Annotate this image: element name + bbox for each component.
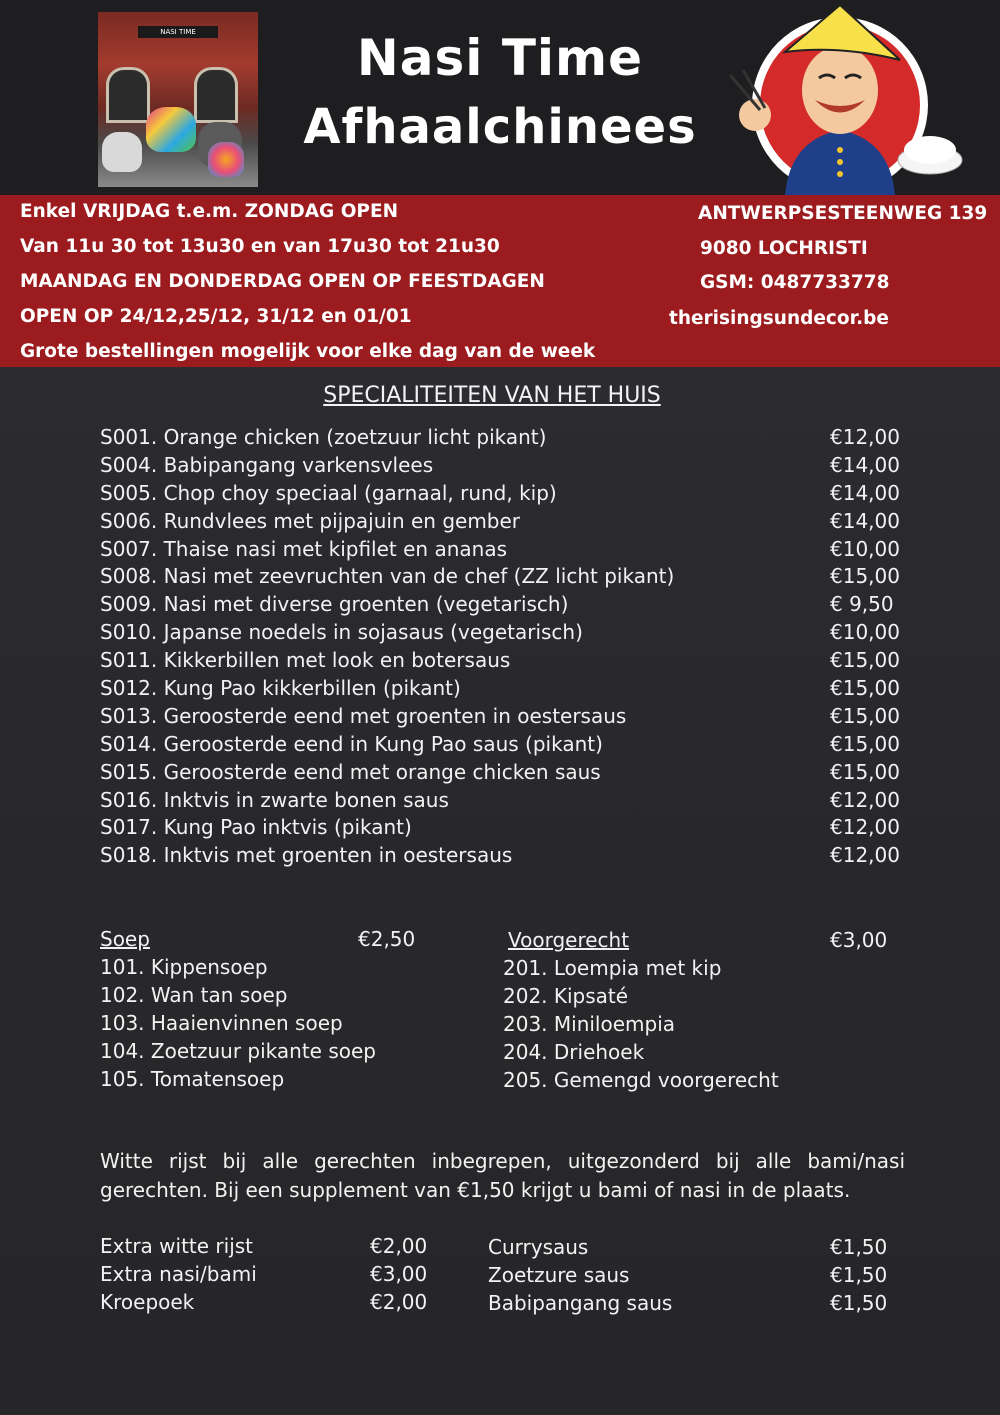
statue-white <box>102 132 142 172</box>
soup-item: 101. Kippensoep <box>100 955 268 979</box>
specialty-row <box>100 814 900 842</box>
address-street: ANTWERPSESTEENWEG 139 <box>698 203 988 224</box>
soup-item: 103. Haaienvinnen soep <box>100 1011 343 1035</box>
photo-window <box>194 67 238 123</box>
starter-item: 201. Loempia met kip <box>503 956 722 980</box>
chef-mascot-icon <box>715 0 965 195</box>
specialty-name: S005. Chop choy speciaal (garnaal, rund, kip) <box>100 480 557 505</box>
extra-name: Extra witte rijst <box>100 1234 254 1258</box>
sauce-price: €1,50 <box>830 1263 888 1287</box>
specialty-name: S004. Babipangang varkensvlees <box>100 452 434 477</box>
address-city: 9080 LOCHRISTI <box>700 238 868 259</box>
phone-number: GSM: 0487733778 <box>700 272 890 293</box>
specialty-name: S014. Geroosterde eend in Kung Pao saus (pikant) <box>100 731 603 756</box>
opening-hours: Van 11u 30 tot 13u30 en van 17u30 tot 21u30 <box>20 236 500 257</box>
restaurant-title <box>290 28 710 166</box>
soup-price: €2,50 <box>358 927 416 951</box>
soup-heading: Soep <box>100 927 150 951</box>
sauce-price: €1,50 <box>830 1291 888 1315</box>
extra-name: Kroepoek <box>100 1290 195 1314</box>
specialty-price: €12,00 <box>830 815 900 840</box>
title-line-2: Afhaalchinees <box>303 99 697 155</box>
specialty-name: S006. Rundvlees met pijpajuin en gember <box>100 508 521 533</box>
extra-price: €2,00 <box>370 1290 428 1314</box>
specialties-list <box>100 424 900 870</box>
starters-section <box>503 926 893 1094</box>
specialty-row <box>100 619 900 647</box>
holiday-note: MAANDAG EN DONDERDAG OPEN OP FEESTDAGEN <box>20 271 545 292</box>
specialty-row <box>100 424 900 452</box>
starter-item: 202. Kipsaté <box>503 984 629 1008</box>
starter-item: 203. Miniloempia <box>503 1012 676 1036</box>
specialty-name: S012. Kung Pao kikkerbillen (pikant) <box>100 676 461 701</box>
specialty-price: €12,00 <box>830 843 900 868</box>
soup-item: 102. Wan tan soep <box>100 983 288 1007</box>
specialty-name: S011. Kikkerbillen met look en botersaus <box>100 648 511 673</box>
extras-left-prices <box>370 1232 427 1316</box>
specialty-price: €15,00 <box>830 703 900 728</box>
soup-item: 105. Tomatensoep <box>100 1067 285 1091</box>
special-dates: OPEN OP 24/12,25/12, 31/12 en 01/01 <box>20 306 412 327</box>
info-band <box>0 195 1000 367</box>
specialty-price: €12,00 <box>830 425 900 449</box>
sauce-name: Zoetzure saus <box>488 1263 630 1287</box>
specialty-price: €15,00 <box>830 731 900 756</box>
extra-price: €3,00 <box>370 1262 428 1286</box>
specialty-name: S009. Nasi met diverse groenten (vegetarisch) <box>100 592 569 617</box>
header <box>0 0 1000 195</box>
statue-dog-small <box>208 142 244 177</box>
title-line-1: Nasi Time <box>356 29 644 87</box>
specialty-row <box>100 675 900 703</box>
specialty-row <box>100 842 900 870</box>
soup-item: 104. Zoetzuur pikante soep <box>100 1039 376 1063</box>
specialty-price: €10,00 <box>830 536 900 561</box>
sauce-name: Currysaus <box>488 1235 589 1259</box>
specialty-row <box>100 563 900 591</box>
photo-sign: NASI TIME <box>138 26 218 38</box>
specialty-name: S018. Inktvis met groenten in oestersaus <box>100 843 513 868</box>
extra-name: Extra nasi/bami <box>100 1262 257 1286</box>
specialty-price: € 9,50 <box>830 592 894 617</box>
specialty-row <box>100 508 900 536</box>
specialty-row <box>100 703 900 731</box>
specialties-title: SPECIALITEITEN VAN HET HUIS <box>323 383 661 408</box>
photo-window <box>106 67 150 123</box>
specialty-price: €14,00 <box>830 480 900 505</box>
specialty-row <box>100 452 900 480</box>
specialty-name: S007. Thaise nasi met kipfilet en ananas <box>100 536 507 561</box>
starters-heading: Voorgerecht <box>508 928 630 952</box>
starter-item: 204. Driehoek <box>503 1040 645 1064</box>
specialty-row <box>100 536 900 564</box>
sauce-price: €1,50 <box>830 1235 888 1259</box>
specialty-row <box>100 787 900 815</box>
specialty-price: €10,00 <box>830 620 900 645</box>
extras-left <box>100 1232 257 1316</box>
starters-price: €3,00 <box>830 928 888 952</box>
specialty-name: S016. Inktvis in zwarte bonen saus <box>100 787 449 812</box>
specialty-name: S013. Geroosterde eend met groenten in oestersaus <box>100 703 627 728</box>
specialty-name: S010. Japanse noedels in sojasaus (vegetarisch) <box>100 620 583 645</box>
specialty-row <box>100 480 900 508</box>
specialty-row <box>100 731 900 759</box>
specialty-price: €14,00 <box>830 452 900 477</box>
specialty-price: €15,00 <box>830 759 900 784</box>
specialty-price: €12,00 <box>830 787 900 812</box>
specialty-price: €15,00 <box>830 648 900 673</box>
specialty-row <box>100 647 900 675</box>
opening-days: Enkel VRIJDAG t.e.m. ZONDAG OPEN <box>20 201 399 222</box>
specialty-name: S015. Geroosterde eend met orange chicken saus <box>100 759 601 784</box>
rice-note: Witte rijst bij alle gerechten inbegrepen, uitgezonderd bij alle bami/nasi gerechten. Bij een supplement van €1,50 krijgt u bami of nasi in de plaats. <box>100 1149 905 1202</box>
specialty-price: €14,00 <box>830 508 900 533</box>
specialty-name: S008. Nasi met zeevruchten van de chef (ZZ licht pikant) <box>100 564 675 589</box>
specialty-price: €15,00 <box>830 676 900 701</box>
starter-item: 205. Gemengd voorgerecht <box>503 1068 779 1092</box>
specialty-price: €15,00 <box>830 564 900 589</box>
sauce-name: Babipangang saus <box>488 1291 673 1315</box>
website: therisingsundecor.be <box>669 308 889 329</box>
statue-dog <box>146 107 196 152</box>
specialty-row <box>100 591 900 619</box>
specialty-row <box>100 759 900 787</box>
soup-section <box>100 925 420 1093</box>
specialty-name: S017. Kung Pao inktvis (pikant) <box>100 815 412 840</box>
extra-price: €2,00 <box>370 1234 428 1258</box>
extras-right-prices <box>830 1233 887 1317</box>
extras-right <box>488 1233 672 1317</box>
specialty-name: S001. Orange chicken (zoetzuur licht pikant) <box>100 425 547 449</box>
restaurant-photo <box>98 12 258 187</box>
large-orders-note: Grote bestellingen mogelijk voor elke dag van de week <box>20 341 596 362</box>
